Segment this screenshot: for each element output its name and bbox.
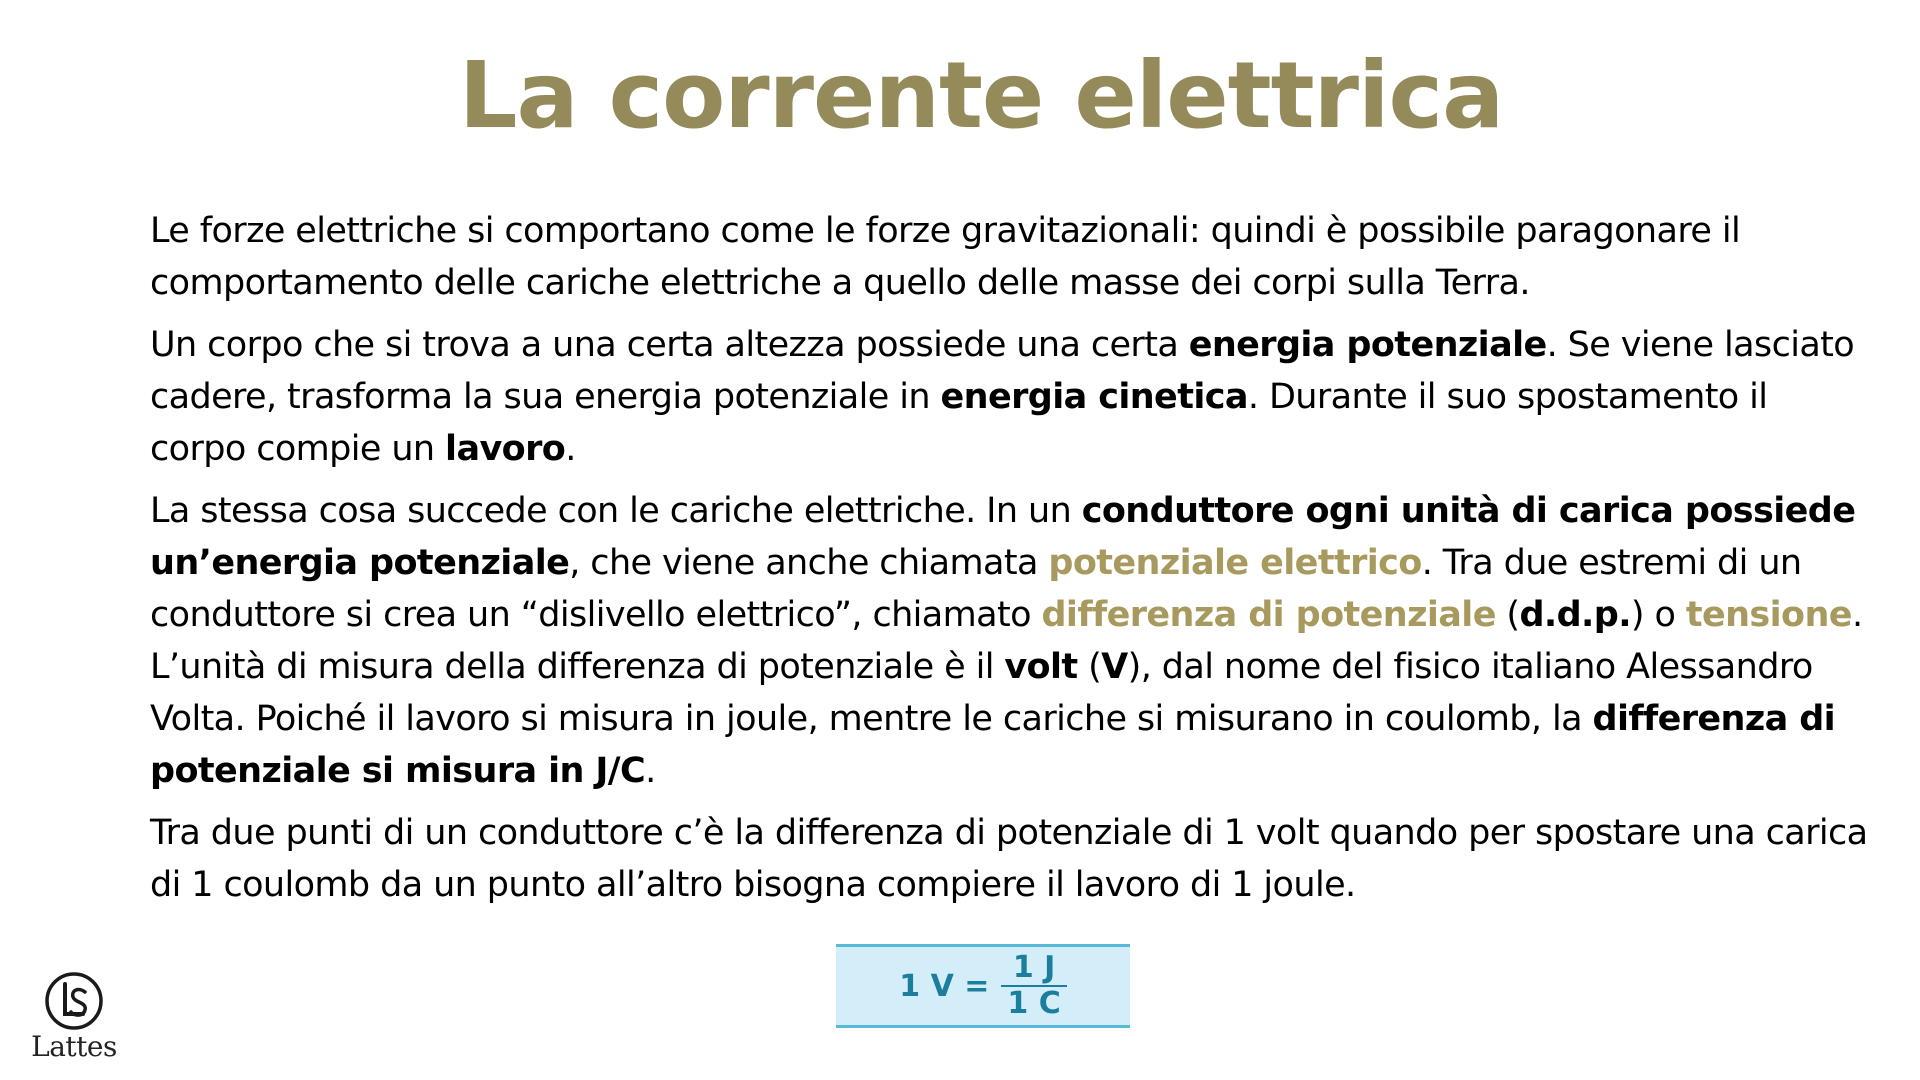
paragraph-text: Un corpo che si trova a una certa altezza possiede una certa [150,325,1189,365]
paragraph-text: . [645,751,656,791]
paragraph-energy [150,319,1870,475]
paragraph-text: Tra due punti di un conduttore c’è la differenza di potenziale di 1 volt quando per spostare una carica di 1 coulomb da un punto all’altro bisogna compiere il lavoro di 1 joule. [150,813,1868,905]
term-ddp: d.d.p. [1519,595,1631,635]
term-volt: volt [1004,647,1078,687]
publisher-logo [26,970,122,1070]
paragraph-text: . Se viene lasciato cadere, trasforma la sua energia potenziale in [150,325,1855,417]
term-energia-potenziale: energia potenziale [1188,325,1547,365]
formula-fraction [1001,951,1066,1021]
paragraph-text: Le forze elettriche si comportano come le forze gravitazionali: quindi è possibile paragonare il comportamento delle cariche elettriche a quello delle masse dei corpi sulla Terra. [150,211,1741,303]
paragraph-potential [150,485,1870,797]
term-tensione: tensione [1685,595,1852,635]
paragraph-text: . L’unità di misura della differenza di potenziale è il [150,595,1863,687]
term-lavoro: lavoro [445,429,566,469]
formula-lhs: 1 V = [899,968,990,1004]
paragraph-text: ), dal nome del fisico italiano Alessandro Volta. Poiché il lavoro si misura in joule, mentre le cariche si misurano in coulomb, la [150,647,1813,739]
paragraph-text: . [565,429,576,469]
paragraph-text: , che viene anche chiamata [569,543,1049,583]
term-v-symbol: V [1101,647,1128,687]
term-energia-cinetica: energia cinetica [940,377,1248,417]
paragraph-text: ( [1077,647,1102,687]
paragraph-text: . Durante il suo spostamento il corpo compie un [150,377,1768,469]
term-potenziale-elettrico: potenziale elettrico [1048,543,1422,583]
paragraph-text: ) o [1630,595,1686,635]
term-jc: differenza di potenziale si misura in J/C [150,699,1836,791]
slide-body [150,205,1870,921]
term-conduttore: conduttore ogni unità di carica possiede un’energia potenziale [150,491,1856,583]
formula-numerator: 1 J [1012,950,1056,985]
volt-formula-box [836,944,1130,1028]
lattes-logo-icon [43,970,105,1032]
logo-text: Lattes [31,1030,117,1063]
paragraph-definition [150,807,1870,911]
term-differenza-di-potenziale: differenza di potenziale [1041,595,1496,635]
paragraph-forces [150,205,1870,309]
slide-title: La corrente elettrica [458,42,1504,149]
paragraph-text: . Tra due estremi di un conduttore si crea un “dislivello elettrico”, chiamato [150,543,1802,635]
formula-denominator: 1 C [1007,986,1061,1021]
paragraph-text: ( [1495,595,1520,635]
paragraph-text: La stessa cosa succede con le cariche elettriche. In un [150,491,1082,531]
